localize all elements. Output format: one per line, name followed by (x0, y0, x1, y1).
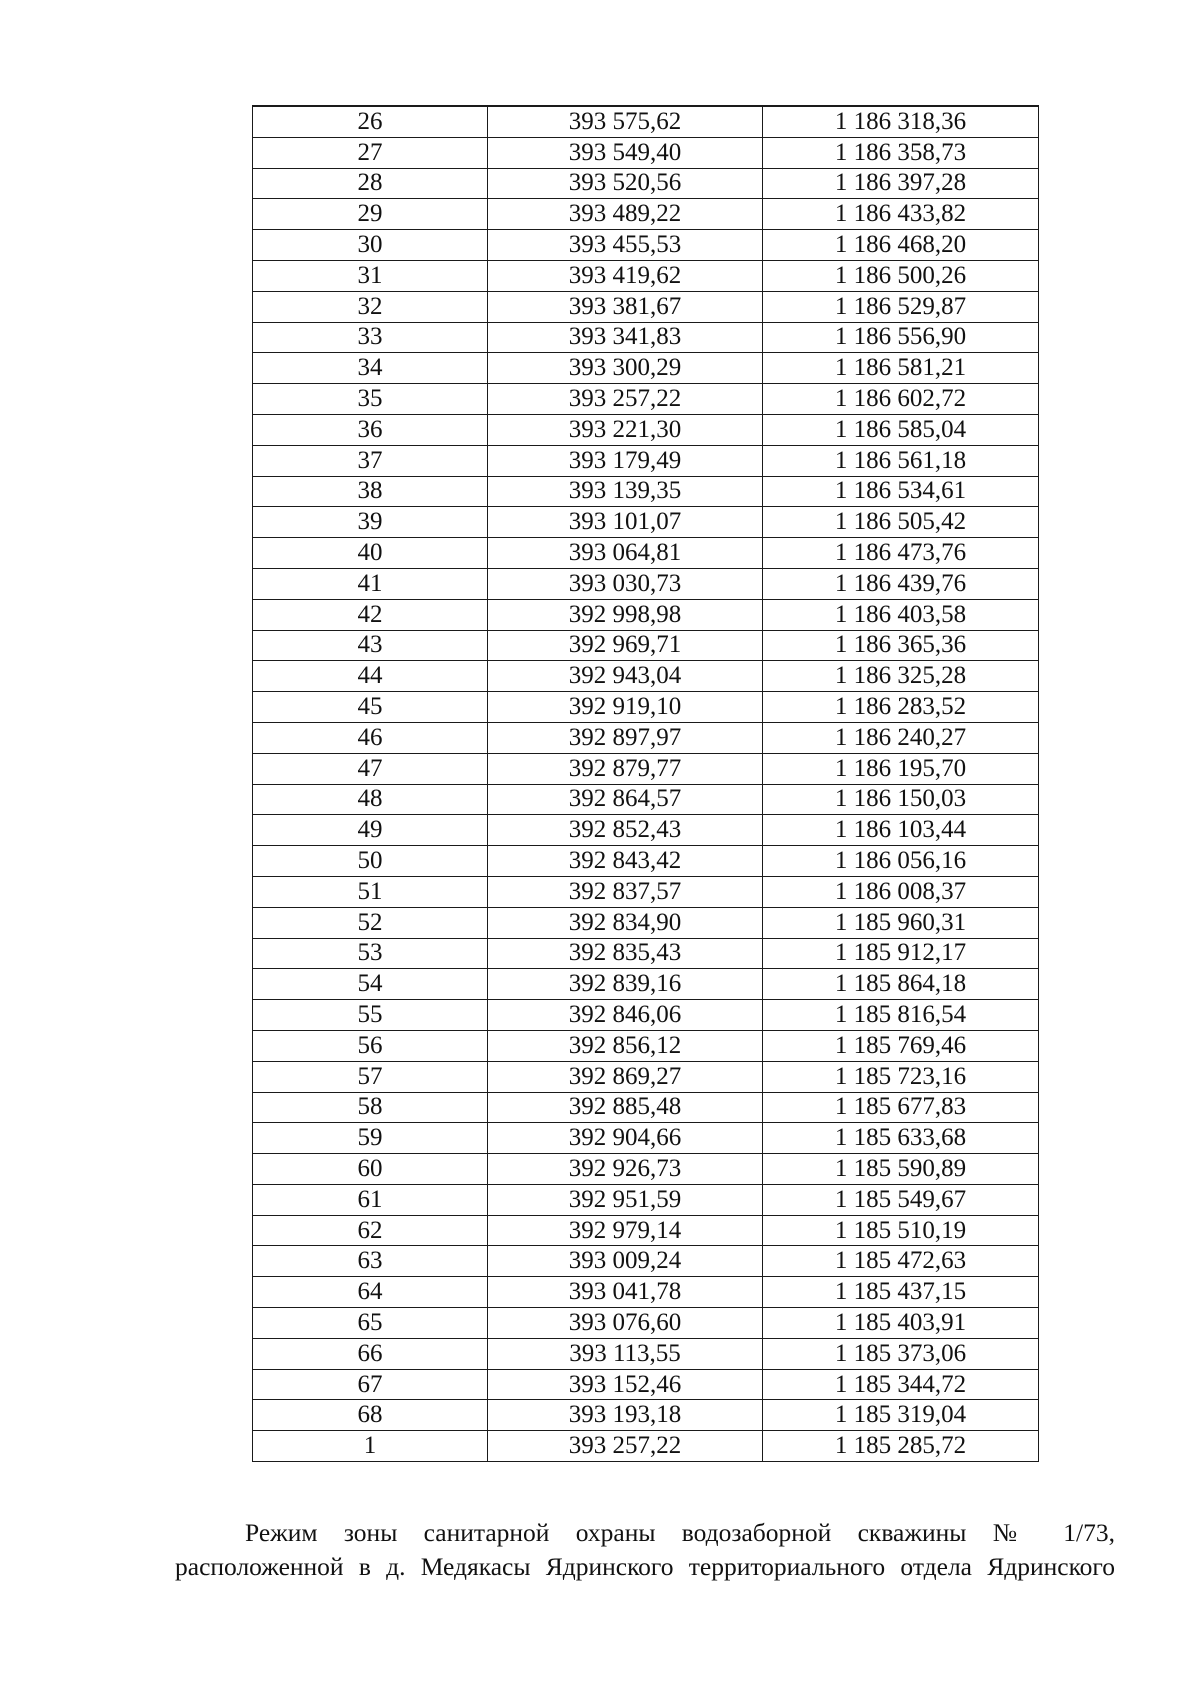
y-coordinate-cell: 1 186 283,52 (763, 692, 1039, 723)
table-row (253, 137, 1039, 168)
x-coordinate-cell: 393 113,55 (488, 1338, 763, 1369)
point-number-cell: 44 (253, 661, 488, 692)
point-number-cell: 38 (253, 476, 488, 507)
y-coordinate-cell: 1 186 056,16 (763, 846, 1039, 877)
x-coordinate-cell: 392 998,98 (488, 599, 763, 630)
table-row (253, 1030, 1039, 1061)
table-row (253, 1154, 1039, 1185)
point-number-cell: 45 (253, 692, 488, 723)
y-coordinate-cell: 1 186 318,36 (763, 106, 1039, 137)
x-coordinate-cell: 393 152,46 (488, 1369, 763, 1400)
x-coordinate-cell: 392 951,59 (488, 1184, 763, 1215)
table-row (253, 846, 1039, 877)
y-coordinate-cell: 1 186 433,82 (763, 199, 1039, 230)
y-coordinate-cell: 1 186 365,36 (763, 630, 1039, 661)
point-number-cell: 30 (253, 230, 488, 261)
table-row (253, 414, 1039, 445)
point-number-cell: 32 (253, 291, 488, 322)
table-row (253, 599, 1039, 630)
y-coordinate-cell: 1 186 468,20 (763, 230, 1039, 261)
table-row (253, 291, 1039, 322)
paragraph-line-1: Режим зоны санитарной охраны водозаборной скважины № 1/73, (245, 1518, 1115, 1547)
y-coordinate-cell: 1 185 549,67 (763, 1184, 1039, 1215)
y-coordinate-cell: 1 186 358,73 (763, 137, 1039, 168)
x-coordinate-cell: 393 041,78 (488, 1277, 763, 1308)
x-coordinate-cell: 393 076,60 (488, 1308, 763, 1339)
table-row (253, 907, 1039, 938)
point-number-cell: 1 (253, 1431, 488, 1462)
table-row (253, 630, 1039, 661)
point-number-cell: 43 (253, 630, 488, 661)
point-number-cell: 56 (253, 1030, 488, 1061)
y-coordinate-cell: 1 185 816,54 (763, 1000, 1039, 1031)
y-coordinate-cell: 1 185 912,17 (763, 938, 1039, 969)
x-coordinate-cell: 392 926,73 (488, 1154, 763, 1185)
y-coordinate-cell: 1 186 397,28 (763, 168, 1039, 199)
table-row (253, 106, 1039, 137)
y-coordinate-cell: 1 185 510,19 (763, 1215, 1039, 1246)
x-coordinate-cell: 393 009,24 (488, 1246, 763, 1277)
paragraph-line-2: расположенной в д. Медякасы Ядринского территориального отдела Ядринского (175, 1552, 1115, 1581)
y-coordinate-cell: 1 186 240,27 (763, 722, 1039, 753)
table-row (253, 722, 1039, 753)
table-row (253, 1092, 1039, 1123)
point-number-cell: 59 (253, 1123, 488, 1154)
coordinates-table (252, 105, 1039, 1462)
point-number-cell: 53 (253, 938, 488, 969)
x-coordinate-cell: 393 257,22 (488, 1431, 763, 1462)
x-coordinate-cell: 393 341,83 (488, 322, 763, 353)
table-row (253, 938, 1039, 969)
point-number-cell: 55 (253, 1000, 488, 1031)
point-number-cell: 28 (253, 168, 488, 199)
x-coordinate-cell: 392 837,57 (488, 876, 763, 907)
x-coordinate-cell: 392 885,48 (488, 1092, 763, 1123)
table-row (253, 1184, 1039, 1215)
y-coordinate-cell: 1 185 960,31 (763, 907, 1039, 938)
x-coordinate-cell: 392 852,43 (488, 815, 763, 846)
point-number-cell: 65 (253, 1308, 488, 1339)
point-number-cell: 36 (253, 414, 488, 445)
y-coordinate-cell: 1 186 505,42 (763, 507, 1039, 538)
x-coordinate-cell: 393 300,29 (488, 353, 763, 384)
point-number-cell: 51 (253, 876, 488, 907)
x-coordinate-cell: 393 455,53 (488, 230, 763, 261)
y-coordinate-cell: 1 186 403,58 (763, 599, 1039, 630)
table-row (253, 199, 1039, 230)
x-coordinate-cell: 393 419,62 (488, 260, 763, 291)
point-number-cell: 42 (253, 599, 488, 630)
y-coordinate-cell: 1 185 319,04 (763, 1400, 1039, 1431)
table-row (253, 507, 1039, 538)
x-coordinate-cell: 392 835,43 (488, 938, 763, 969)
point-number-cell: 27 (253, 137, 488, 168)
y-coordinate-cell: 1 186 325,28 (763, 661, 1039, 692)
point-number-cell: 40 (253, 538, 488, 569)
table-row (253, 1308, 1039, 1339)
y-coordinate-cell: 1 186 150,03 (763, 784, 1039, 815)
x-coordinate-cell: 392 904,66 (488, 1123, 763, 1154)
x-coordinate-cell: 393 257,22 (488, 384, 763, 415)
x-coordinate-cell: 392 856,12 (488, 1030, 763, 1061)
y-coordinate-cell: 1 185 769,46 (763, 1030, 1039, 1061)
y-coordinate-cell: 1 186 008,37 (763, 876, 1039, 907)
x-coordinate-cell: 393 221,30 (488, 414, 763, 445)
x-coordinate-cell: 393 489,22 (488, 199, 763, 230)
y-coordinate-cell: 1 186 195,70 (763, 753, 1039, 784)
coordinates-table-body (253, 106, 1039, 1462)
table-row (253, 538, 1039, 569)
point-number-cell: 34 (253, 353, 488, 384)
table-row (253, 568, 1039, 599)
point-number-cell: 41 (253, 568, 488, 599)
table-row (253, 661, 1039, 692)
x-coordinate-cell: 393 381,67 (488, 291, 763, 322)
y-coordinate-cell: 1 186 439,76 (763, 568, 1039, 599)
point-number-cell: 54 (253, 969, 488, 1000)
table-row (253, 1061, 1039, 1092)
y-coordinate-cell: 1 186 581,21 (763, 353, 1039, 384)
table-row (253, 322, 1039, 353)
table-row (253, 445, 1039, 476)
point-number-cell: 31 (253, 260, 488, 291)
x-coordinate-cell: 393 179,49 (488, 445, 763, 476)
table-row (253, 1369, 1039, 1400)
point-number-cell: 29 (253, 199, 488, 230)
point-number-cell: 63 (253, 1246, 488, 1277)
x-coordinate-cell: 392 879,77 (488, 753, 763, 784)
point-number-cell: 48 (253, 784, 488, 815)
x-coordinate-cell: 393 575,62 (488, 106, 763, 137)
table-row (253, 384, 1039, 415)
point-number-cell: 68 (253, 1400, 488, 1431)
y-coordinate-cell: 1 186 561,18 (763, 445, 1039, 476)
point-number-cell: 62 (253, 1215, 488, 1246)
point-number-cell: 60 (253, 1154, 488, 1185)
point-number-cell: 57 (253, 1061, 488, 1092)
y-coordinate-cell: 1 186 103,44 (763, 815, 1039, 846)
point-number-cell: 58 (253, 1092, 488, 1123)
table-row (253, 1246, 1039, 1277)
table-row (253, 969, 1039, 1000)
x-coordinate-cell: 392 843,42 (488, 846, 763, 877)
x-coordinate-cell: 393 520,56 (488, 168, 763, 199)
x-coordinate-cell: 392 834,90 (488, 907, 763, 938)
table-row (253, 1123, 1039, 1154)
table-row (253, 1400, 1039, 1431)
x-coordinate-cell: 393 101,07 (488, 507, 763, 538)
point-number-cell: 33 (253, 322, 488, 353)
point-number-cell: 49 (253, 815, 488, 846)
y-coordinate-cell: 1 185 677,83 (763, 1092, 1039, 1123)
x-coordinate-cell: 392 869,27 (488, 1061, 763, 1092)
y-coordinate-cell: 1 186 473,76 (763, 538, 1039, 569)
y-coordinate-cell: 1 186 585,04 (763, 414, 1039, 445)
table-row (253, 1338, 1039, 1369)
y-coordinate-cell: 1 185 344,72 (763, 1369, 1039, 1400)
table-row (253, 1431, 1039, 1462)
table-row (253, 230, 1039, 261)
table-row (253, 476, 1039, 507)
table-row (253, 876, 1039, 907)
x-coordinate-cell: 393 139,35 (488, 476, 763, 507)
point-number-cell: 61 (253, 1184, 488, 1215)
x-coordinate-cell: 393 064,81 (488, 538, 763, 569)
x-coordinate-cell: 392 969,71 (488, 630, 763, 661)
table-row (253, 353, 1039, 384)
table-row (253, 1000, 1039, 1031)
table-row (253, 168, 1039, 199)
y-coordinate-cell: 1 186 602,72 (763, 384, 1039, 415)
point-number-cell: 37 (253, 445, 488, 476)
y-coordinate-cell: 1 185 472,63 (763, 1246, 1039, 1277)
x-coordinate-cell: 392 943,04 (488, 661, 763, 692)
table-row (253, 1215, 1039, 1246)
table-row (253, 815, 1039, 846)
y-coordinate-cell: 1 186 556,90 (763, 322, 1039, 353)
x-coordinate-cell: 392 919,10 (488, 692, 763, 723)
table-row (253, 753, 1039, 784)
point-number-cell: 67 (253, 1369, 488, 1400)
y-coordinate-cell: 1 186 529,87 (763, 291, 1039, 322)
point-number-cell: 47 (253, 753, 488, 784)
point-number-cell: 66 (253, 1338, 488, 1369)
point-number-cell: 26 (253, 106, 488, 137)
x-coordinate-cell: 392 897,97 (488, 722, 763, 753)
table-row (253, 692, 1039, 723)
y-coordinate-cell: 1 186 500,26 (763, 260, 1039, 291)
x-coordinate-cell: 393 030,73 (488, 568, 763, 599)
table-row (253, 260, 1039, 291)
x-coordinate-cell: 392 864,57 (488, 784, 763, 815)
point-number-cell: 52 (253, 907, 488, 938)
y-coordinate-cell: 1 185 285,72 (763, 1431, 1039, 1462)
y-coordinate-cell: 1 186 534,61 (763, 476, 1039, 507)
point-number-cell: 46 (253, 722, 488, 753)
point-number-cell: 50 (253, 846, 488, 877)
y-coordinate-cell: 1 185 373,06 (763, 1338, 1039, 1369)
y-coordinate-cell: 1 185 633,68 (763, 1123, 1039, 1154)
y-coordinate-cell: 1 185 437,15 (763, 1277, 1039, 1308)
y-coordinate-cell: 1 185 403,91 (763, 1308, 1039, 1339)
x-coordinate-cell: 393 193,18 (488, 1400, 763, 1431)
y-coordinate-cell: 1 185 723,16 (763, 1061, 1039, 1092)
x-coordinate-cell: 392 846,06 (488, 1000, 763, 1031)
y-coordinate-cell: 1 185 864,18 (763, 969, 1039, 1000)
x-coordinate-cell: 392 839,16 (488, 969, 763, 1000)
table-row (253, 784, 1039, 815)
point-number-cell: 35 (253, 384, 488, 415)
point-number-cell: 64 (253, 1277, 488, 1308)
x-coordinate-cell: 393 549,40 (488, 137, 763, 168)
table-row (253, 1277, 1039, 1308)
y-coordinate-cell: 1 185 590,89 (763, 1154, 1039, 1185)
point-number-cell: 39 (253, 507, 488, 538)
x-coordinate-cell: 392 979,14 (488, 1215, 763, 1246)
